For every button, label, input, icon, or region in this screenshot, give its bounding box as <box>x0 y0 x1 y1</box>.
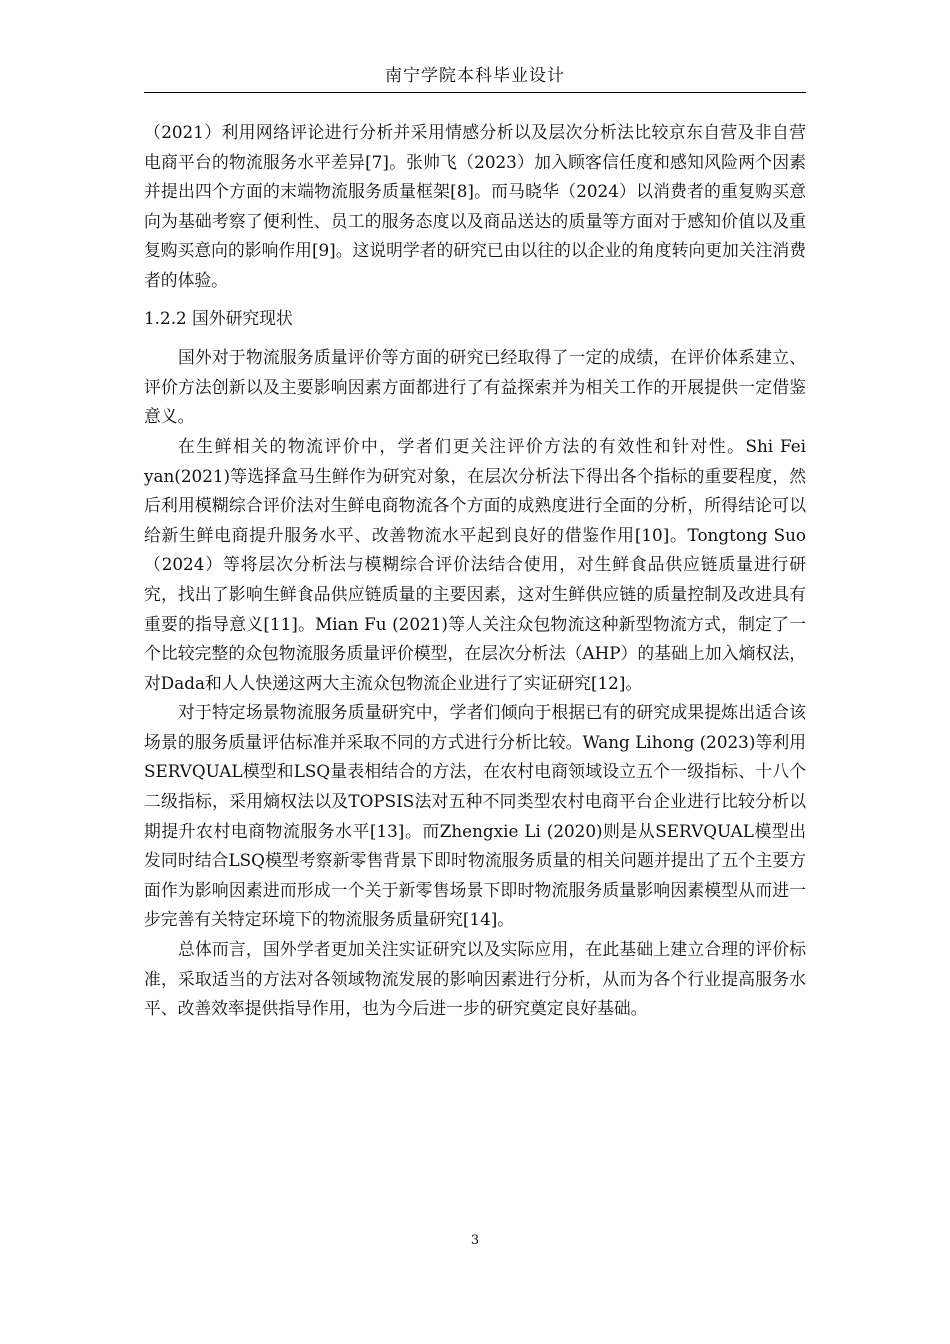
page-number: 3 <box>470 1233 480 1248</box>
section-heading: 1.2.2 国外研究现状 <box>144 307 293 328</box>
paragraph-summary: 总体而言，国外学者更加关注实证研究以及实际应用，在此基础上建立合理的评价标准，采取适当的方法对各领域物流发展的影响因素进行分析，从而为各个行业提高服务水平、改善效率提供指导作用，也为今后进一步的研究奠定良好基础。 <box>144 939 806 1019</box>
paragraph-foreign-intro: 国外对于物流服务质量评价等方面的研究已经取得了一定的成绩，在评价体系建立、评价方法创新以及主要影响因素方面都进行了有益探索并为相关工作的开展提供一定借鉴意义。 <box>144 347 806 427</box>
paragraph-domestic-continued: （2021）利用网络评论进行分析并采用情感分析以及层次分析法比较京东自营及非自营电商平台的物流服务水平差异[7]。张帅飞（2023）加入顾客信任度和感知风险两个因素并提出四个方面的末端物流服务质量框架[8]。而马晓华（2024）以消费者的重复购买意向为基础考察了便利性、员工的服务态度以及商品送达的质量等方面对于感知价值以及重复购买意向的影响作用[9]。这说明学者的研究已由以往的以企业的角度转向更加关注消费者的体验。 <box>144 122 806 290</box>
page-header-title: 南宁学院本科毕业设计 <box>385 66 565 86</box>
paragraph-fresh-logistics: 在生鲜相关的物流评价中，学者们更关注评价方法的有效性和针对性。Shi Fei yan(2021)等选择盒马生鲜作为研究对象，在层次分析法下得出各个指标的重要程度，然后利用模糊综合评价法对生鲜电商物流各个方面的成熟度进行全面的分析，所得结论可以给新生鲜电商提升服务水平、改善物流水平起到良好的借鉴作用[10]。Tongtong Suo（2024）等将层次分析法与模糊综合评价法结合使用，对生鲜食品供应链质量进行研究，找出了影响生鲜食品供应链质量的主要因素，这对生鲜供应链的质量控制及改进具有重要的指导意义[11]。Mian Fu (2021)等人关注众包物流这种新型物流方式，制定了一个比较完整的众包物流服务质量评价模型，在层次分析法（AHP）的基础上加入熵权法，对Dada和人人快递这两大主流众包物流企业进行了实证研究[12]。 <box>144 435 806 693</box>
paragraph-specific-scenarios: 对于特定场景物流服务质量研究中，学者们倾向于根据已有的研究成果提炼出适合该场景的服务质量评估标准并采取不同的方式进行分析比较。Wang Lihong (2023)等利用SERVQUAL模型和LSQ量表相结合的方法，在农村电商领域设立五个一级指标、十八个二级指标，采用熵权法以及TOPSIS法对五种不同类型农村电商平台企业进行比较分析以期提升农村电商物流服务水平[13]。而Zhengxie Li (2020)则是从SERVQUAL模型出发同时结合LSQ模型考察新零售背景下即时物流服务质量的相关问题并提出了五个主要方面作为影响因素进而形成一个关于新零售场景下即时物流服务质量影响因素模型从而进一步完善有关特定环境下的物流服务质量研究[14]。 <box>144 702 806 930</box>
document-body <box>144 118 806 1024</box>
header-divider <box>144 92 806 93</box>
